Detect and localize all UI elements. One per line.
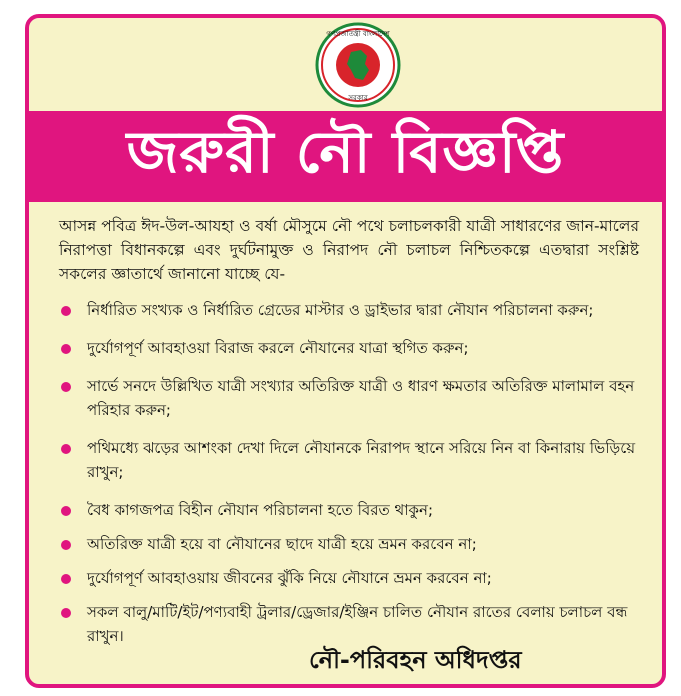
seal-bottom-text: সরকার bbox=[348, 94, 368, 102]
list-item-text: দুর্যোগপূর্ণ আবহাওয়ায় জীবনের ঝুঁকি নিয়ে নৌযানে ভ্রমন করবেন না; bbox=[87, 569, 492, 587]
bullet-dot-icon bbox=[61, 444, 71, 454]
bullet-dot-icon bbox=[61, 306, 71, 316]
list-item-text: পথিমধ্যে ঝড়ের আশংকা দেখা দিলে নৌযানকে নিরাপদ স্থানে সরিয়ে নিন বা কিনারায় ভিড়িয়ে রাখুন; bbox=[87, 439, 636, 481]
instruction-list bbox=[57, 298, 647, 648]
list-item bbox=[57, 532, 647, 556]
list-item bbox=[57, 374, 647, 422]
notice-panel bbox=[25, 14, 666, 688]
list-item bbox=[57, 336, 647, 360]
list-item-text: দুর্যোগপূর্ণ আবহাওয়া বিরাজ করলে নৌযানের যাত্রা স্থগিত করুন; bbox=[87, 339, 469, 357]
list-item-text: সকল বালু/মাটি/ইট/পণ্যবাহী ট্রলার/ড্রেজার/ইঞ্জিন চালিত নৌযান রাতের বেলায় চলাচল বন্ধ রাখুন। bbox=[87, 603, 628, 645]
list-item-text: সার্ভে সনদে উল্লিখিত যাত্রী সংখ্যার অতিরিক্ত যাত্রী ও ধারণ ক্ষমতার অতিরিক্ত মালামাল বহন পরিহার করুন; bbox=[87, 377, 635, 419]
intro-paragraph: আসন্ন পবিত্র ঈদ-উল-আযহা ও বর্ষা মৌসুমে নৌ পথে চলাচলকারী যাত্রী সাধারণের জান-মালের নিরাপত্তা বিধানকল্পে এবং দুর্ঘটনামুক্ত ও নিরাপদ নৌ চলাচল নিশ্চিতকল্পে এতদ্বারা সংশ্লিষ্ট সকলের জ্ঞাতার্থে জানানো যাচ্ছে যে- bbox=[59, 217, 639, 283]
list-item-text: নির্ধারিত সংখ্যক ও নির্ধারিত গ্রেডের মাস্টার ও ড্রাইভার দ্বারা নৌযান পরিচালনা করুন; bbox=[87, 301, 594, 319]
bullet-dot-icon bbox=[61, 344, 71, 354]
bullet-dot-icon bbox=[61, 506, 71, 516]
list-item bbox=[57, 498, 647, 522]
government-seal-icon bbox=[315, 22, 401, 108]
seal-top-text: গণপ্রজাতন্ত্রী বাংলাদেশ bbox=[326, 30, 390, 38]
list-item bbox=[57, 436, 647, 484]
list-item bbox=[57, 298, 647, 322]
bullet-dot-icon bbox=[61, 574, 71, 584]
bullet-dot-icon bbox=[61, 382, 71, 392]
list-item bbox=[57, 600, 647, 648]
list-item-text: অতিরিক্ত যাত্রী হয়ে বা নৌযানের ছাদে যাত্রী হয়ে ভ্রমন করবেন না; bbox=[87, 535, 477, 553]
bullet-dot-icon bbox=[61, 608, 71, 618]
bullet-dot-icon bbox=[61, 540, 71, 550]
notice-title: জরুরী নৌ বিজ্ঞপ্তি bbox=[126, 118, 565, 186]
issuer-signature: নৌ-পরিবহন অধিদপ্তর bbox=[309, 646, 522, 674]
title-banner bbox=[29, 111, 662, 202]
list-item-text: বৈধ কাগজপত্র বিহীন নৌযান পরিচালনা হতে বিরত থাকুন; bbox=[87, 501, 434, 519]
list-item bbox=[57, 566, 647, 590]
